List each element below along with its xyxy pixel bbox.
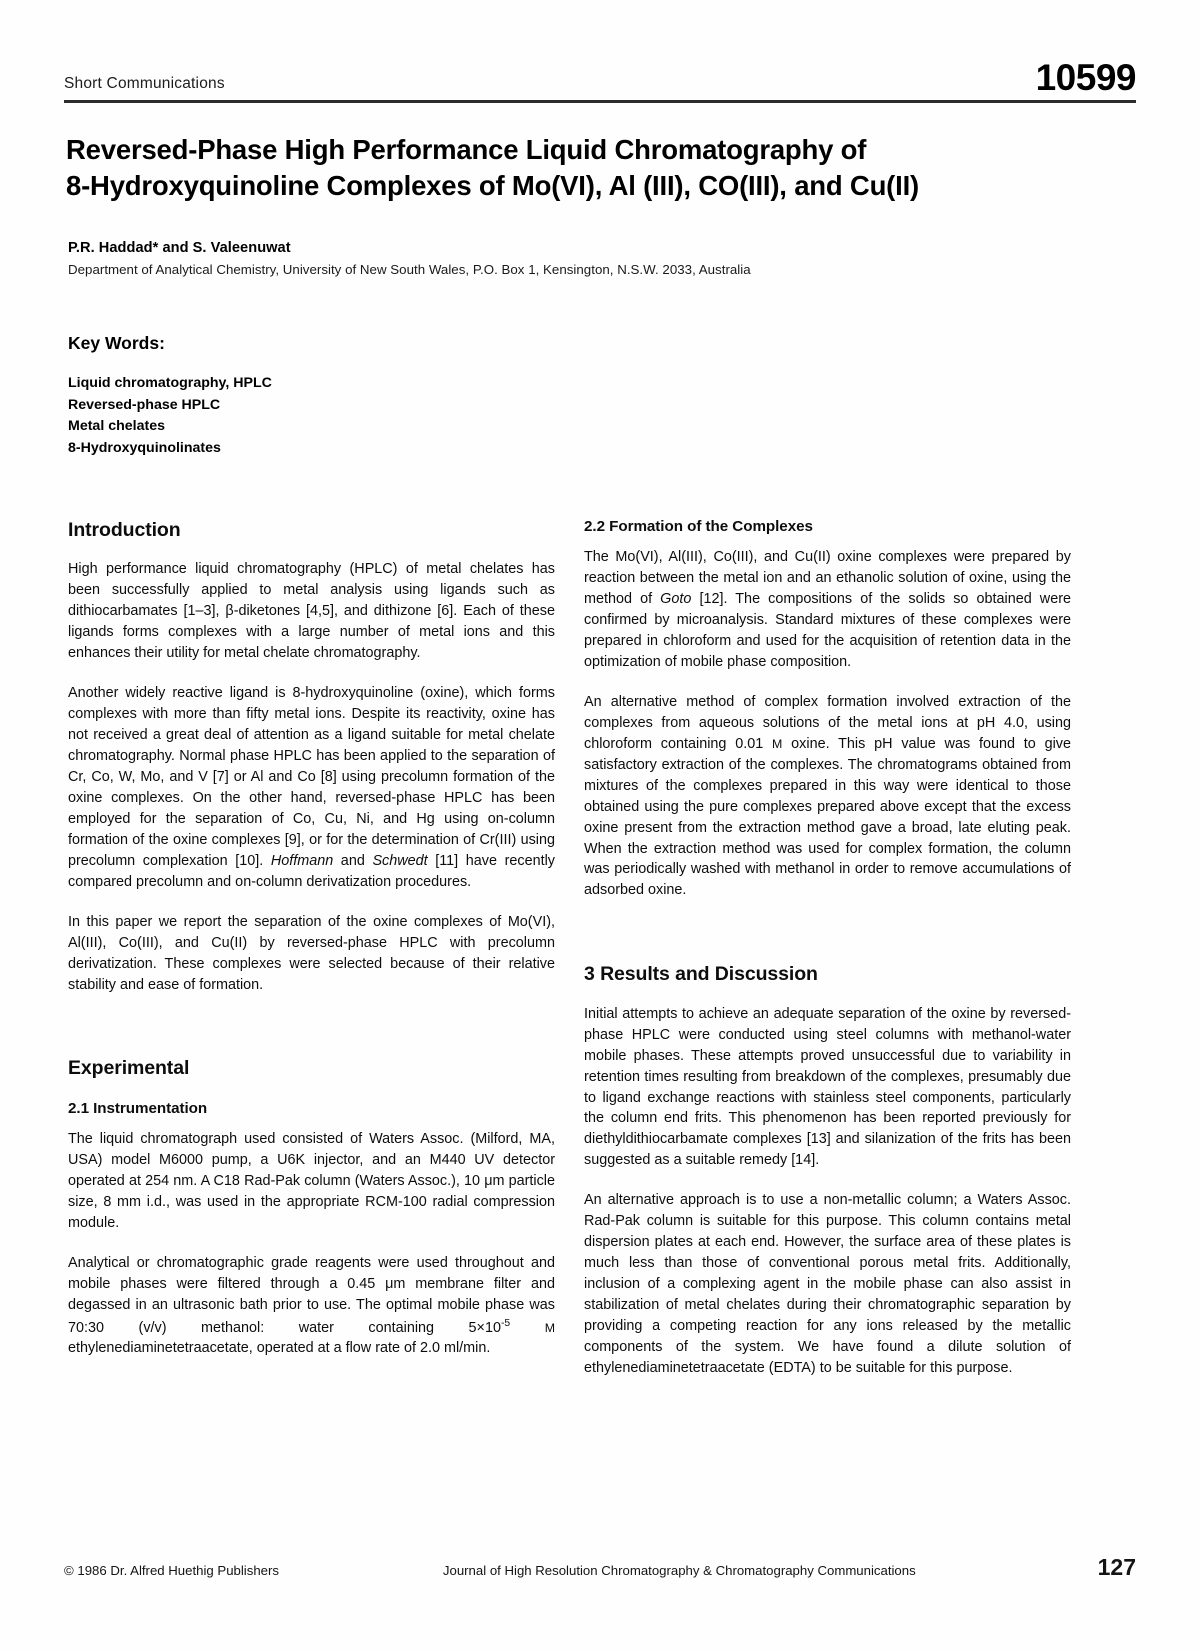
affiliation: Department of Analytical Chemistry, University of New South Wales, P.O. Box 1, Kensington, N.S.W. 2033, Australia	[68, 262, 751, 277]
text-run: -diketones [4,5], and dithizone [6]. Each of these ligands forms complexes with a large number of metal ions and this enhances their utility for metal chelate chromatography.	[68, 603, 555, 662]
paragraph-intro-1	[68, 559, 555, 664]
section-heading-experimental: Experimental	[68, 1057, 190, 1080]
keywords-list	[68, 373, 272, 460]
paragraph-instrumentation-2	[68, 1253, 555, 1360]
text-run: High performance liquid chromatography (HPLC) of metal chelates has been successfully applied to metal analysis using ligands such as dithiocarbamates [1–3],	[68, 561, 555, 620]
text-run: [12]. The compositions of the solids so obtained were confirmed by microanalysis. Standard mixtures of these complexes were prepared in chloroform and used for the acquisition of retention data in the optimization of mobile phase composition.	[584, 591, 1071, 670]
paragraph-instrumentation-1	[68, 1129, 555, 1234]
micron-unit: μm	[385, 1275, 406, 1292]
section-heading-introduction: Introduction	[68, 519, 181, 541]
header-rule	[64, 100, 1136, 103]
text-run: [11] have recently compared precolumn and on-column derivatization procedures.	[68, 852, 555, 890]
title-line-1: Reversed-Phase High Performance Liquid Chromatography of	[66, 134, 867, 165]
keyword-item: Liquid chromatography, HPLC	[68, 375, 272, 391]
text-run: The liquid chromatograph used consisted of Waters Assoc. (Milford, MA, USA) model M6000 pump, a U6K injector, and an M440 UV detector operated at 254 nm. A C18 Rad-Pak column (Waters Assoc.), 10	[68, 1130, 555, 1189]
footer-copyright: © 1986 Dr. Alfred Huethig Publishers	[64, 1563, 279, 1578]
page-footer	[64, 1556, 1136, 1579]
molarity-symbol: M	[772, 736, 783, 751]
footer-journal-name: Journal of High Resolution Chromatography & Chromatography Communications	[442, 1563, 916, 1578]
keyword-item: Reversed-phase HPLC	[68, 396, 221, 413]
text-run: membrane filter and degassed in an ultrasonic bath prior to use. The optimal mobile phase was 70:30 (v/v) methanol: water containing 5×10	[68, 1275, 555, 1336]
paragraph-intro-3: In this paper we report the separation of the oxine complexes of Mo(VI), Al(III), Co(III), and Cu(II) by reversed-phase HPLC with precolumn derivatization. These complexes were selected because of their relative stability and ease of formation.	[68, 913, 555, 993]
footer-page-number: 127	[1097, 1554, 1136, 1580]
exponent: -5	[500, 1317, 511, 1329]
micron-unit: μm	[484, 1172, 505, 1189]
body-column-right	[584, 516, 1071, 1379]
text-run: The Mo(VI), Al(III), Co(III), and Cu(II) oxine complexes were prepared by reaction between the metal ion and an ethanolic solution of oxine, using the method of	[584, 549, 1071, 608]
title-line-2: 8-Hydroxyquinoline Complexes of Mo(VI), Al (III), CO(III), and Cu(II)	[66, 169, 919, 201]
text-run: An alternative method of complex formation involved extraction of the complexes from aqueous solutions of the metal ions at pH 4.0, using chloroform containing 0.01	[584, 693, 1071, 752]
text-run: ethylenediaminetetraacetate, operated at a flow rate of 2.0 ml/min.	[68, 1340, 491, 1357]
running-head-page-code: 10599	[1035, 57, 1136, 98]
paragraph-formation-1	[584, 547, 1071, 673]
greek-beta-glyph: β	[225, 603, 234, 620]
citation-author-hoffmann: Hoffmann	[270, 852, 334, 869]
spacer	[584, 920, 1071, 960]
paragraph-intro-2	[68, 683, 555, 893]
section-heading-results: 3 Results and Discussion	[584, 963, 818, 986]
subsection-heading-instrumentation: 2.1 Instrumentation	[68, 1099, 208, 1117]
paragraph-results-2: An alternative approach is to use a non-metallic column; a Waters Assoc. Rad-Pak column is suitable for this purpose. This column contains metal dispersion plates at each end. However, the surface area of these plates is much less than those of conventional porous metal frits. Additionally, inclusion of a complexing agent in the mobile phase can also assist in stabilization of metal chelates during their chromatographic separation by providing a competing reaction for any ions released by the metallic components of the system. We have found a dilute solution of ethylenediaminetetraacetate (EDTA) to be suitable for this purpose.	[584, 1192, 1071, 1376]
body-column-left	[68, 516, 555, 1359]
subsection-heading-formation: 2.2 Formation of the Complexes	[584, 518, 813, 535]
text-run: particle size, 8 mm i.d., was used in the appropriate RCM-100 radial compression module.	[68, 1172, 556, 1231]
text-run: and	[333, 852, 373, 869]
paragraph-formation-2	[584, 692, 1071, 902]
keywords-heading: Key Words:	[68, 333, 165, 353]
citation-author-schwedt: Schwedt	[372, 852, 428, 869]
paragraph-results-1: Initial attempts to achieve an adequate separation of the oxine by reversed-phase HPLC were conducted using steel columns with methanol-water mobile phases. These attempts proved unsuccessful due to variability in retention times resulting from breakdown of the complexes, presumably due to ligand exchange reactions with stainless steel components, particularly the column end frits. This phenomenon has been reported previously for diethyldithiocarbamate complexes [13] and silanization of the frits has been suggested as a suitable remedy [14].	[584, 1005, 1071, 1169]
keyword-item: 8-Hydroxyquinolinates	[68, 440, 221, 457]
spacer	[68, 1014, 555, 1054]
molarity-symbol: M	[544, 1320, 555, 1335]
running-head-label: Short Communications	[64, 75, 225, 92]
keyword-item: Metal chelates	[68, 418, 165, 435]
text-run: Analytical or chromatographic grade reagents were used throughout and mobile phases were filtered through a 0.45	[68, 1254, 555, 1292]
citation-author-goto: Goto	[660, 591, 692, 608]
text-run: Another widely reactive ligand is 8-hydroxyquinoline (oxine), which forms complexes with more than fifty metal ions. Despite its reactivity, oxine has not received a great deal of attention as a ligand suitable for metal chelate chromatography. Normal phase HPLC has been applied to the separation of Cr, Co, W, Mo, and V [7] or Al and Co [8] using precolumn formation of the oxine complexes. On the other hand, reversed-phase HPLC has been employed for the separation of Co, Cu, Ni, and Hg using on-column formation of the oxine complexes [9], or for the determination of Cr(III) using precolumn complexation [10].	[68, 685, 555, 869]
author-list: P.R. Haddad* and S. Valeenuwat	[68, 240, 291, 256]
running-head	[64, 52, 1136, 96]
text-run	[510, 1319, 545, 1335]
text-run: oxine. This pH value was found to give satisfactory extraction of the complexes. The chromatograms obtained from mixtures of the complexes prepared in this way were identical to those obtained using the pure complexes prepared above except that the excess oxine present from the extraction method gave a broad, late eluting peak. When the extraction method was used for complex formation, the column was periodically washed with methanol in order to remove accumulations of adsorbed oxine.	[584, 735, 1071, 899]
page-title	[66, 132, 1136, 204]
